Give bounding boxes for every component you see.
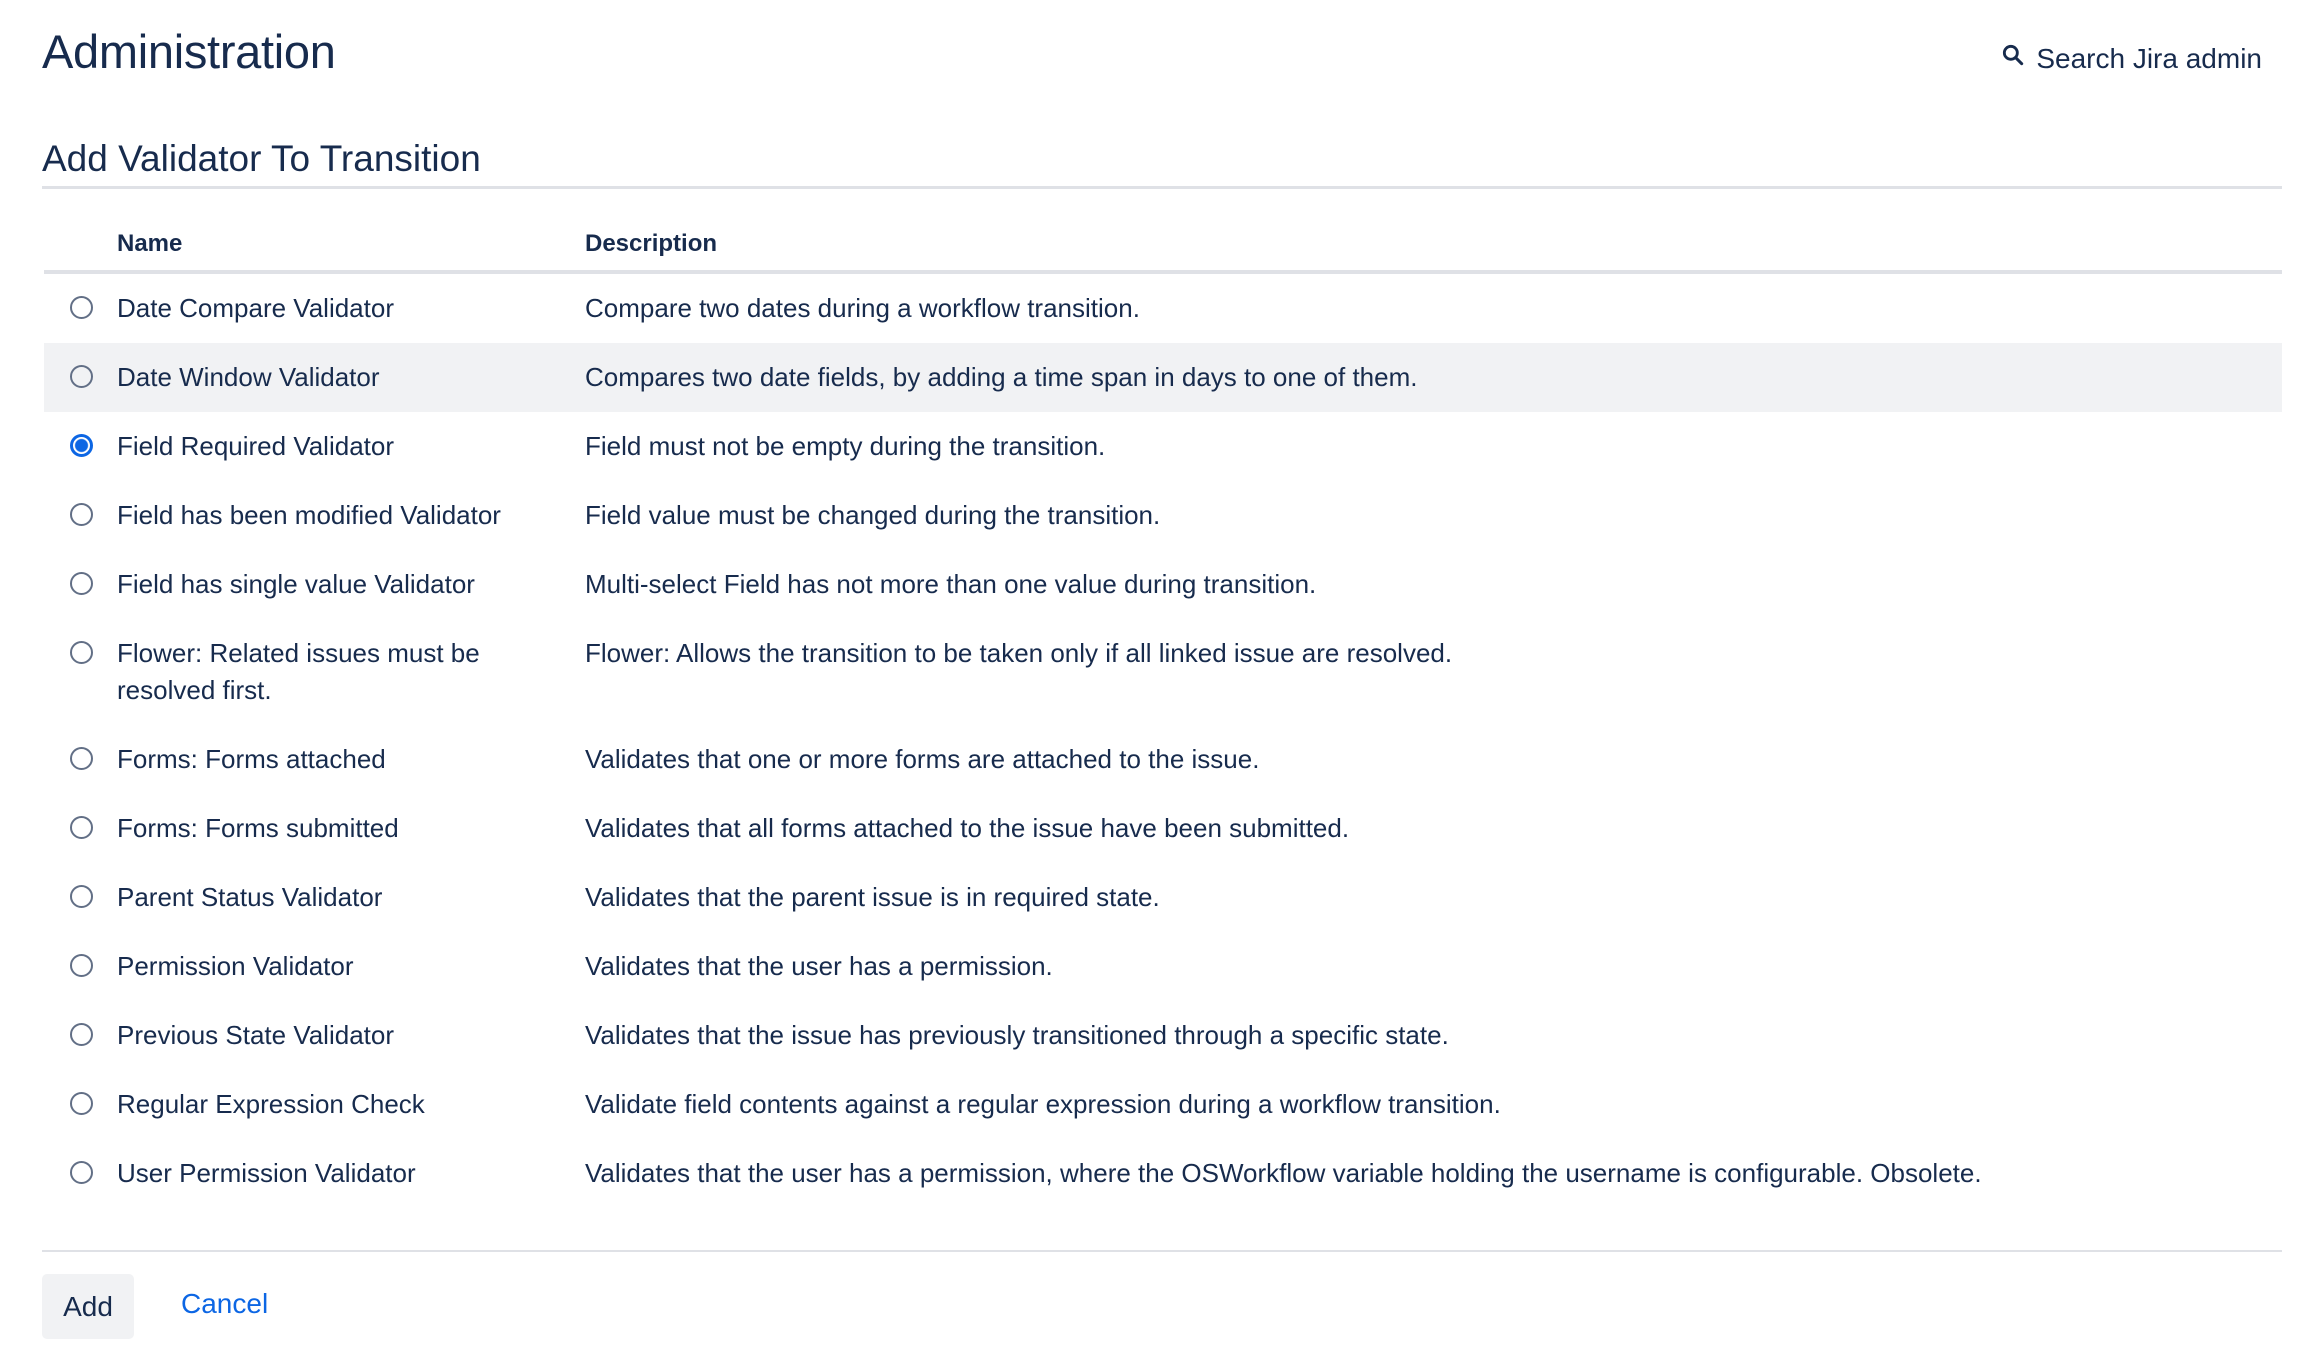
- validator-description: Compares two date fields, by adding a time span in days to one of them.: [585, 343, 2282, 412]
- validator-description: Field value must be changed during the transition.: [585, 500, 1161, 530]
- validator-description: Validates that one or more forms are attached to the issue.: [585, 744, 1260, 774]
- validator-name: User Permission Validator: [117, 1158, 416, 1188]
- table-row[interactable]: [44, 550, 2282, 619]
- validator-radio[interactable]: [70, 572, 93, 595]
- validator-name: Date Window Validator: [117, 343, 585, 412]
- validator-radio[interactable]: [70, 1161, 93, 1184]
- cancel-link[interactable]: Cancel: [181, 1288, 269, 1319]
- validator-name: Field has been modified Validator: [117, 500, 501, 530]
- validator-radio[interactable]: [70, 816, 93, 839]
- divider: [42, 1250, 2282, 1252]
- table-row[interactable]: [44, 932, 2282, 1001]
- table-row[interactable]: [44, 725, 2282, 794]
- validator-radio[interactable]: [70, 885, 93, 908]
- validator-name: Field Required Validator: [117, 431, 394, 461]
- validator-radio[interactable]: [70, 1023, 93, 1046]
- validator-description: Validates that the parent issue is in required state.: [585, 882, 1160, 912]
- validator-description: Validates that the issue has previously transitioned through a specific state.: [585, 1020, 1449, 1050]
- radio-cell: [44, 343, 117, 412]
- validator-name: Previous State Validator: [117, 1020, 394, 1050]
- section-title: Add Validator To Transition: [42, 138, 481, 179]
- radio-cell: [44, 481, 117, 550]
- table-row[interactable]: [44, 863, 2282, 932]
- radio-column-header: [44, 222, 117, 272]
- radio-cell: [44, 550, 117, 619]
- table-row[interactable]: [44, 1070, 2282, 1139]
- add-button[interactable]: Add: [42, 1274, 134, 1339]
- radio-cell: [44, 412, 117, 481]
- validator-description: Flower: Allows the transition to be taken only if all linked issue are resolved.: [585, 638, 1453, 668]
- table-row[interactable]: [44, 481, 2282, 550]
- validator-name: Flower: Related issues must be resolved first.: [117, 638, 480, 705]
- radio-cell: [44, 863, 117, 932]
- validator-description: Multi-select Field has not more than one value during transition.: [585, 569, 1317, 599]
- table-row[interactable]: [44, 1001, 2282, 1070]
- table-row[interactable]: [44, 272, 2282, 343]
- search-label: Search Jira admin: [2036, 42, 2262, 74]
- radio-cell: [44, 272, 117, 343]
- column-header-name: Name: [117, 222, 585, 272]
- radio-cell: [44, 725, 117, 794]
- radio-cell: [44, 932, 117, 1001]
- table-row[interactable]: [44, 619, 2282, 725]
- validator-description: Validates that the user has a permission, where the OSWorkflow variable holding the username is configurable. Obsolete.: [585, 1158, 1982, 1188]
- validator-name: Field has single value Validator: [117, 569, 475, 599]
- radio-cell: [44, 1139, 117, 1208]
- validator-description: Validate field contents against a regular expression during a workflow transition.: [585, 1089, 1501, 1119]
- validator-description: Field must not be empty during the transition.: [585, 431, 1106, 461]
- radio-cell: [44, 1070, 117, 1139]
- validator-name: Permission Validator: [117, 951, 354, 981]
- validator-radio[interactable]: [70, 296, 93, 319]
- table-row[interactable]: [44, 1139, 2282, 1208]
- validator-radio[interactable]: [70, 503, 93, 526]
- table-header: [44, 222, 2282, 272]
- validator-radio[interactable]: [70, 747, 93, 770]
- validator-description: Validates that the user has a permission.: [585, 951, 1053, 981]
- validator-radio[interactable]: [70, 954, 93, 977]
- divider: [42, 186, 2282, 189]
- radio-cell: [44, 794, 117, 863]
- table-row[interactable]: [44, 343, 2282, 412]
- validator-description: Compare two dates during a workflow transition.: [585, 293, 1140, 323]
- validator-radio[interactable]: [70, 434, 93, 457]
- validator-radio[interactable]: [70, 365, 93, 388]
- validator-radio[interactable]: [70, 1092, 93, 1115]
- validator-name: Forms: Forms submitted: [117, 813, 399, 843]
- table-row[interactable]: [44, 794, 2282, 863]
- validator-radio[interactable]: [70, 641, 93, 664]
- search-icon: [2000, 42, 2026, 75]
- search-jira-admin-link[interactable]: [2000, 42, 2262, 75]
- page-title: Administration: [42, 25, 336, 78]
- validator-name: Regular Expression Check: [117, 1089, 425, 1119]
- validator-name: Forms: Forms attached: [117, 744, 386, 774]
- table-row[interactable]: [44, 412, 2282, 481]
- validators-table: [44, 222, 2282, 1208]
- radio-cell: [44, 1001, 117, 1070]
- column-header-description: Description: [585, 222, 2282, 272]
- validator-name: Date Compare Validator: [117, 293, 394, 323]
- radio-cell: [44, 619, 117, 725]
- validator-name: Parent Status Validator: [117, 882, 383, 912]
- validator-description: Validates that all forms attached to the issue have been submitted.: [585, 813, 1350, 843]
